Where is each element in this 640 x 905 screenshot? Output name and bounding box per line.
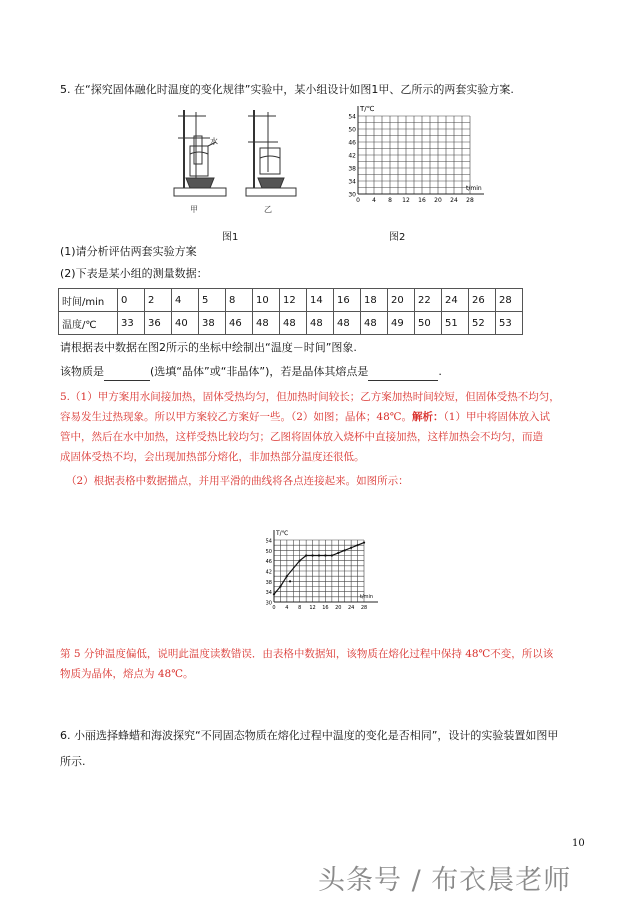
- x-tick-label: 8: [298, 605, 302, 611]
- x-tick-label: 4: [285, 605, 289, 611]
- x-axis-label: t/min: [466, 185, 482, 192]
- answer-line-1: 5.（1）甲方案用水间接加热，固体受热均匀，但加热时间较长；乙方案加热时间较短，但固体受热不均匀，: [60, 391, 560, 403]
- data-point: [318, 554, 320, 556]
- data-point: [363, 541, 365, 543]
- time-cell: 28: [496, 289, 523, 312]
- y-tick-label: 46: [348, 139, 356, 147]
- data-point: [356, 544, 358, 546]
- y-tick-label: 54: [348, 113, 356, 121]
- x-tick-label: 0: [272, 605, 276, 611]
- y-tick-label: 54: [265, 538, 272, 545]
- temp-cell: 38: [199, 312, 226, 335]
- answer-grid: [266, 530, 378, 611]
- y-tick-label: 42: [348, 152, 356, 160]
- table-row-temp: [59, 312, 523, 335]
- apparatus-jia: [174, 110, 226, 196]
- data-point: [299, 560, 301, 562]
- x-tick-label: 24: [450, 197, 458, 204]
- data-point: [286, 575, 288, 577]
- data-point: [350, 547, 352, 549]
- time-cell: 24: [442, 289, 469, 312]
- x-tick-label: 28: [360, 605, 368, 611]
- label-jia: 甲: [190, 205, 198, 214]
- data-point: [279, 585, 281, 587]
- answer-line-6: 第 5 分钟温度偏低，说明此温度读数错误．由表格中数据知，该物质在熔化过程中保持 48℃不变，所以该: [60, 648, 554, 660]
- analysis-label: 解析：: [412, 411, 444, 423]
- empty-grid: [348, 105, 484, 204]
- temp-cell: 33: [118, 312, 145, 335]
- y-axis-label: T/℃: [360, 105, 375, 113]
- y-tick-label: 38: [348, 165, 356, 173]
- row-label: 时间/min: [59, 289, 118, 312]
- x-tick-label: 16: [418, 197, 426, 204]
- time-cell: 12: [280, 289, 307, 312]
- temp-cell: 48: [361, 312, 388, 335]
- y-tick-label: 42: [265, 569, 272, 576]
- label-yi: 乙: [264, 205, 272, 214]
- x-tick-label: 0: [356, 197, 360, 204]
- y-tick-label: 30: [265, 600, 272, 607]
- data-point: [344, 549, 346, 551]
- fig2-caption: 图2: [389, 232, 406, 243]
- x-tick-label: 8: [388, 197, 392, 204]
- question-6: [60, 723, 558, 775]
- temp-cell: 48: [253, 312, 280, 335]
- time-cell: 16: [334, 289, 361, 312]
- temp-cell: 40: [172, 312, 199, 335]
- question-5-title: 5. 在“探究固体融化时温度的变化规律”实验中，某小组设计如图1甲、乙所示的两套实验方案.: [60, 83, 514, 96]
- y-tick-label: 30: [348, 191, 356, 199]
- x-tick-label: 12: [402, 197, 410, 204]
- time-cell: 4: [172, 289, 199, 312]
- temp-cell: 48: [307, 312, 334, 335]
- table-row-time: [59, 289, 523, 312]
- y-tick-label: 34: [348, 178, 356, 186]
- fill-text-a: 该物质是: [60, 365, 104, 378]
- x-tick-label: 20: [434, 197, 442, 204]
- data-point: [289, 580, 291, 582]
- y-tick-label: 50: [348, 126, 356, 134]
- time-cell: 20: [388, 289, 415, 312]
- page-number: 10: [572, 838, 585, 849]
- time-cell: 2: [145, 289, 172, 312]
- question-6-line-2: 所示.: [60, 755, 86, 768]
- time-cell: 26: [469, 289, 496, 312]
- temp-cell: 46: [226, 312, 253, 335]
- x-tick-label: 4: [372, 197, 376, 204]
- question-6-line-1: 6. 小丽选择蜂蜡和海波探究“不同固态物质在熔化过程中温度的变化是否相同”，设计的实验装置如图甲: [60, 729, 559, 742]
- y-tick-label: 50: [265, 548, 272, 555]
- part-1: (1)请分析评估两套实验方案: [60, 245, 197, 258]
- fill-text-b: (选填“晶体”或“非晶体”)，若是晶体其熔点是: [150, 365, 369, 378]
- temp-cell: 52: [469, 312, 496, 335]
- instruction: 请根据表中数据在图2所示的坐标中绘制出“温度－时间”图象.: [60, 341, 357, 354]
- x-axis-label: t/min: [360, 594, 374, 600]
- answer-line-2: 容易发生过热现象。所以甲方案较乙方案好一些。（2）如图；晶体；48℃。解析：（1）甲中将固体放入试: [60, 411, 550, 423]
- answer-line-7: 物质为晶体，熔点为 48℃。: [60, 668, 194, 680]
- time-cell: 5: [199, 289, 226, 312]
- y-tick-label: 46: [265, 559, 272, 566]
- data-table: [58, 288, 523, 335]
- time-cell: 18: [361, 289, 388, 312]
- data-point: [305, 554, 307, 556]
- time-cell: 22: [415, 289, 442, 312]
- data-point: [273, 593, 275, 595]
- data-point: [331, 554, 333, 556]
- watermark: 头条号 / 布衣晨老师: [318, 865, 572, 896]
- temp-cell: 50: [415, 312, 442, 335]
- temp-cell: 48: [334, 312, 361, 335]
- answer-line-5: （2）根据表格中数据描点，并用平滑的曲线将各点连接起来。如图所示：: [66, 475, 409, 487]
- temp-cell: 51: [442, 312, 469, 335]
- temp-cell: 49: [388, 312, 415, 335]
- empty-grid-figure: [336, 102, 506, 214]
- y-tick-label: 38: [265, 579, 272, 586]
- time-cell: 8: [226, 289, 253, 312]
- blank-substance-type[interactable]: [104, 364, 150, 381]
- y-axis-label: T/℃: [276, 530, 289, 537]
- answer-graph: [254, 516, 394, 616]
- y-tick-label: 34: [265, 590, 272, 597]
- x-tick-label: 16: [322, 605, 329, 611]
- x-tick-label: 20: [335, 605, 342, 611]
- temp-cell: 36: [145, 312, 172, 335]
- apparatus-figure: [160, 102, 310, 224]
- row-label: 温度/℃: [59, 312, 118, 335]
- label-water: 水: [210, 137, 218, 146]
- fill-text-c: .: [438, 365, 442, 378]
- data-point: [311, 554, 313, 556]
- part-2: (2)下表是某小组的测量数据：: [60, 267, 208, 280]
- answer-conclusion: [60, 644, 600, 684]
- time-cell: 10: [253, 289, 280, 312]
- x-tick-label: 28: [466, 197, 474, 204]
- fig1-caption: 图1: [222, 232, 239, 243]
- x-tick-label: 24: [347, 605, 355, 611]
- data-point: [324, 554, 326, 556]
- answer-line-4: 成固体受热不均，会出现加热部分熔化，非加热部分温度还很低。: [60, 451, 365, 463]
- apparatus-yi: [246, 110, 296, 196]
- temp-cell: 53: [496, 312, 523, 335]
- answer-block: [60, 387, 590, 491]
- answer-line-3: 管中，然后在水中加热，这样受热比较均匀；乙图将固体放入烧杯中直接加热，这样加热会不均匀，而造: [60, 431, 543, 443]
- time-cell: 0: [118, 289, 145, 312]
- blank-melting-point[interactable]: [368, 364, 438, 381]
- fill-in-sentence: [60, 364, 442, 381]
- time-cell: 14: [307, 289, 334, 312]
- data-point: [337, 552, 339, 554]
- x-tick-label: 12: [309, 605, 316, 611]
- temp-cell: 48: [280, 312, 307, 335]
